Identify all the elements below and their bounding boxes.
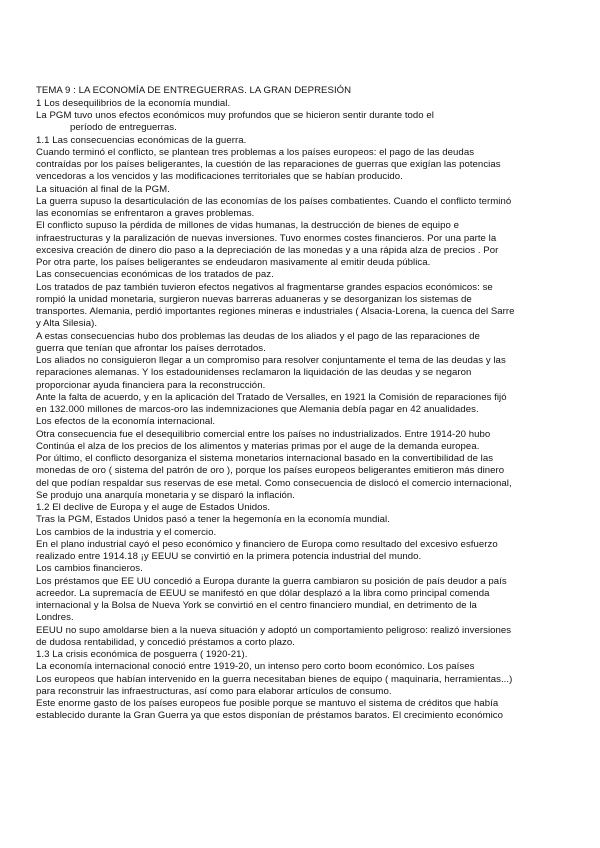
text-line: de dudosa rentabilidad, y concedió préstamos a corto plazo.	[36, 636, 295, 648]
text-line: Ante la falta de acuerdo, y en la aplicación del Tratado de Versalles, en 1921 la Comisión de reparaciones fijó	[36, 391, 507, 403]
text-line: las economías se enfrentaron a graves problemas.	[36, 208, 255, 219]
text-line: Por último, el conflicto desorganiza el sistema monetarios internacional basado en la convertibilidad de las	[36, 453, 494, 464]
document-title: TEMA 9 : LA ECONOMÍA DE ENTREGUERRAS. LA GRAN DEPRESIÓN	[36, 85, 352, 96]
text-line: Continúa el alza de los precios de los alimentos y materias primas por el auge de la demanda europea.	[36, 440, 480, 452]
text-line: para reconstruir las infraestructuras, así como para elaborar artículos de consumo.	[36, 685, 392, 697]
text-line: Por otra parte, los países beligerantes se endeudaron masivamente al emitir deuda pública.	[36, 257, 431, 268]
text-line: Los cambios de la industria y el comercio.	[36, 526, 217, 538]
text-line: El conflicto supuso la pérdida de millones de vidas humanas, la destrucción de bienes de equipo e	[36, 220, 459, 232]
text-line: Este enorme gasto de los países europeos fue posible porque se mantuvo el sistema de créditos que había	[36, 698, 499, 709]
document-text	[36, 98, 572, 723]
text-line: La economía internacional conoció entre 1919-20, un intenso pero corto boom económico. Los países	[36, 661, 475, 673]
text-line: transportes. Alemania, perdió importantes regiones mineras e industriales ( Alsacia-Lorena, la cuenca del Sarre	[36, 306, 515, 317]
text-line: en 132.000 millones de marcos-oro las indemnizaciones que Alemania debía pagar en 42 anualidades.	[36, 404, 479, 415]
text-line: La PGM tuvo unos efectos económicos muy profundos que se hicieron sentir durante todo el	[36, 110, 434, 121]
text-line: Cuando terminó el conflicto, se plantean tres problemas a los países europeos: el pago de las deudas	[36, 146, 475, 158]
text-line: acreedor. La supremacía de EEUU se manifestó en que dólar desplazó a la libra como principal comenda	[36, 587, 490, 599]
text-line: vencedoras a los vencidos y las modificaciones territoriales que se habían producido.	[36, 171, 403, 183]
text-line: infraestructuras y la paralización de nuevas inversiones. Tuvo enormes costes financieros. Por una parte la	[36, 232, 497, 244]
text-line: A estas consecuencias hubo dos problemas las deudas de los aliados y el pago de las reparaciones de	[36, 330, 480, 342]
document-body	[36, 85, 572, 723]
text-line: proporcionar ayuda financiera para la reconstrucción.	[36, 379, 266, 391]
text-line: Los efectos de la economía internacional.	[36, 416, 216, 428]
text-line: contraídas por los países beligerantes, la cuestión de las reparaciones de guerras que exigían las potencias	[36, 159, 501, 170]
text-line: La situación al final de la PGM.	[36, 183, 170, 195]
text-line: Las consecuencias económicas de los tratados de paz.	[36, 269, 274, 281]
text-line: Londres.	[36, 612, 74, 624]
text-line: 1.1 Las consecuencias económicas de la guerra.	[36, 134, 247, 146]
text-line: Tras la PGM, Estados Unidos pasó a tener la hegemonía en la economía mundial.	[36, 514, 390, 526]
text-line: guerra que tenían que afrontar los países derrotados.	[36, 342, 266, 354]
text-line: Los tratados de paz también tuvieron efectos negativos al fragmentarse grandes espacios económicos: se	[36, 281, 493, 293]
text-line: establecido durante la Gran Guerra ya que estos disponían de préstamos baratos. El crecimiento económico	[36, 710, 504, 722]
text-line: rompió la unidad monetaria, surgieron nuevas barreras aduaneras y se desorganizan los sistemas de	[36, 293, 472, 305]
text-line: Se produjo una anarquía monetaria y se disparó la inflación.	[36, 489, 295, 501]
text-line: del que podían respaldar sus reservas de ese metal. Como consecuencia de dislocó el comercio internacional,	[36, 477, 512, 489]
text-line: Los cambios financieros.	[36, 563, 143, 575]
text-line: período de entreguerras.	[70, 122, 177, 134]
text-line: 1 Los desequilibrios de la economía mundial.	[36, 97, 231, 109]
text-line: Otra consecuencia fue el desequilibrio comercial entre los países no industrializados. Entre 1914-20 hubo	[36, 428, 491, 440]
text-line: Los préstamos que EE UU concedió a Europa durante la guerra cambiaron su posición de país deudor a país	[36, 575, 507, 587]
text-line: 1.2 El declive de Europa y el auge de Estados Unidos.	[36, 502, 271, 513]
text-line: En el plano industrial cayó el peso económico y financiero de Europa como resultado del excesivo esfuerzo	[36, 538, 498, 550]
text-line: y Alta Silesia).	[36, 318, 98, 330]
text-line: reparaciones alemanas. Y los estadounidenses reclamaron la liquidación de las deudas y se negaron	[36, 367, 472, 379]
text-line: realizado entre 1914.18 ¡y EEUU se convirtió en la primera potencia industrial del mundo.	[36, 551, 422, 562]
text-line: monedas de oro ( sistema del patrón de oro ), porque los países europeos beligerantes emitieron más dinero	[36, 465, 505, 477]
text-line: Los europeos que habían intervenido en la guerra necesitaban bienes de equipo ( maquinaria, herramientas...)	[36, 673, 513, 685]
text-line: La guerra supuso la desarticulación de las economías de los países combatientes. Cuando el conflicto terminó	[36, 195, 512, 207]
text-line: internacional y la Bolsa de Nueva York se convirtió en el centro financiero mundial, en detrimento de la	[36, 600, 477, 611]
text-line: EEUU no supo amoldarse bien a la nueva situación y adoptó un comportamiento peligroso: realizó inversiones	[36, 624, 512, 636]
text-line: 1.3 La crisis económica de posguerra ( 1920-21).	[36, 649, 248, 660]
text-line: Los aliados no consiguieron llegar a un compromiso para resolver conjuntamente el tema de las deudas y las	[36, 355, 506, 366]
text-line: excesiva creación de dinero dio paso a la depreciación de las monedas y a una rápida alza de precios . Por	[36, 244, 499, 256]
